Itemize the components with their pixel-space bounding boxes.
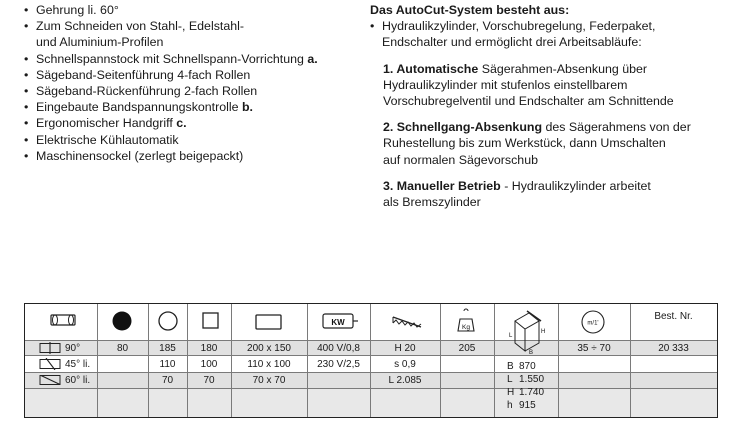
weight-icon (455, 308, 477, 334)
feature-ref: a. (307, 51, 318, 66)
spec-cell: 185 (159, 343, 176, 354)
dim-row (507, 373, 544, 386)
bullet-dot-icon: • (24, 116, 29, 131)
dim-value: 915 (519, 400, 536, 411)
feature-item (24, 67, 354, 83)
feature-text: Maschinensockel (zerlegt beigepackt) (36, 148, 244, 163)
dim-key: L (507, 374, 513, 385)
mode-text: als Bremszylinder (383, 195, 481, 210)
mode-text: des Sägerahmens von der (542, 120, 691, 135)
mode-text: - Hydraulikzylinder arbeitet (500, 178, 651, 193)
mode-text: auf normalen Sägevorschub (383, 152, 538, 167)
feature-text: Zum Schneiden von Stahl-, Edelstahl- (36, 19, 244, 34)
row-angle-label: 90° (65, 343, 81, 354)
dim-value: 870 (519, 361, 536, 372)
spec-cell: 180 (200, 343, 218, 354)
spec-cell: 400 V/0,8 (317, 343, 360, 354)
spec-cell: 80 (116, 343, 129, 354)
spec-cell: s 0,9 (394, 359, 416, 370)
spec-cell: 100 (200, 359, 218, 370)
bullet-dot-icon: • (24, 84, 29, 99)
spec-cell: L 2.085 (388, 375, 422, 386)
solid-round-icon (111, 310, 133, 332)
mode-heading: 2. Schnellgang-Absenkung (383, 120, 543, 135)
feature-item (24, 148, 354, 164)
feature-bullets (24, 2, 354, 164)
row-divider (25, 355, 717, 356)
spec-cell: 35 ÷ 70 (577, 343, 611, 354)
feature-text: Ergonomischer Handgriff (36, 116, 177, 131)
col-divider (440, 304, 441, 417)
bestnr-header: Best. Nr. (654, 311, 693, 322)
bullet-dot-icon: • (370, 19, 375, 34)
square-profile-icon (201, 311, 221, 331)
spec-cell: 70 x 70 (252, 375, 286, 386)
feature-text: Sägeband-Seitenführung 4-fach Rollen (36, 67, 251, 82)
bullet-dot-icon: • (24, 67, 29, 82)
saw-blade-icon (391, 311, 423, 333)
mode-text: Hydraulikzylinder mit stufenlos einstellbarem (383, 77, 628, 92)
feature-text: Gehrung li. 60° (36, 3, 119, 17)
row-divider (25, 340, 717, 341)
kg-label: Kg (462, 324, 470, 331)
row-angle-label: 60° li. (65, 375, 91, 386)
machine-dimensions (507, 360, 544, 412)
spec-cell: 110 x 100 (247, 359, 291, 370)
dim-value: 1.740 (519, 387, 545, 398)
spec-cell: 205 (458, 343, 476, 354)
mode-text: Vorschubregelventil und Endschalter am Schnittende (383, 94, 674, 109)
bullet-dot-icon: • (24, 132, 29, 147)
feature-text: Elektrische Kühlautomatik (36, 132, 179, 147)
spec-cell: 230 V/2,5 (317, 359, 360, 370)
dim-value: 1.550 (519, 374, 545, 385)
row-angle-label: 45° li. (65, 359, 91, 370)
bullet-dot-icon: • (24, 3, 29, 17)
spec-table (24, 303, 718, 418)
dim-row (507, 399, 544, 412)
profile-bar-icon (49, 312, 77, 328)
autocut-title: Das AutoCut-System besteht aus: (370, 3, 570, 17)
dim-key: H (507, 387, 515, 398)
spec-cell: H 20 (394, 343, 416, 354)
machine-dimensions-icon (505, 307, 547, 355)
feature-text: und Aluminium-Profilen (36, 35, 164, 50)
mode-fast (370, 119, 715, 168)
col-divider (494, 304, 495, 417)
dim-b-label: B (529, 350, 534, 355)
autocut-bullet (370, 18, 715, 50)
feature-item (24, 2, 354, 18)
mode-heading: 1. Automatische (383, 61, 479, 76)
bullet-dot-icon: • (24, 51, 29, 66)
tube-round-icon (157, 310, 179, 332)
row-divider (25, 388, 717, 389)
feature-text: Eingebaute Bandspannungskontrolle (36, 100, 242, 115)
feature-text: Sägeband-Rückenführung 2-fach Rollen (36, 84, 258, 99)
mode-text: Ruhestellung bis zum Werkstück, dann Umschalten (383, 136, 666, 151)
spec-cell: 70 (161, 375, 174, 386)
spec-cell: 20 333 (658, 343, 689, 354)
spec-cell: 200 x 150 (247, 343, 291, 354)
motor-icon (321, 311, 359, 331)
mode-manual (370, 178, 715, 210)
feature-ref: b. (241, 100, 253, 115)
autocut-bullet-line-2: Endschalter und ermöglicht drei Arbeitsabläufe: (382, 35, 642, 50)
autocut-section (370, 2, 715, 210)
dim-key: B (507, 361, 514, 372)
feature-ref: c. (176, 116, 187, 131)
angle-90-icon (39, 342, 63, 354)
feature-text: Schnellspannstock mit Schnellspann-Vorrichtung (36, 51, 308, 66)
spec-cell: 70 (203, 375, 215, 386)
feature-list (24, 2, 354, 164)
bullet-dot-icon: • (24, 100, 29, 115)
dim-row (507, 360, 544, 373)
dim-h-label: H (541, 329, 546, 335)
angle-60-icon (39, 374, 63, 386)
angle-45-icon (39, 358, 63, 370)
dim-key: h (507, 400, 513, 411)
col-divider (558, 304, 559, 417)
autocut-bullet-line-1: Hydraulikzylinder, Vorschubregelung, Federpaket, (382, 19, 656, 34)
feature-item (24, 83, 354, 99)
row-divider (25, 372, 717, 373)
speed-label: m/1' (587, 320, 599, 327)
kw-label: KW (331, 318, 345, 327)
feature-item (24, 99, 354, 115)
feature-item (24, 34, 354, 50)
row-band (25, 388, 717, 417)
mode-text: Sägerahmen-Absenkung über (478, 61, 648, 76)
rect-profile-icon (254, 313, 284, 331)
col-divider (97, 304, 98, 417)
feature-item (24, 132, 354, 148)
feature-item (24, 51, 354, 67)
feature-item (24, 115, 354, 131)
bullet-dot-icon: • (24, 148, 29, 163)
mode-heading: 3. Manueller Betrieb (383, 178, 501, 193)
bullet-dot-icon: • (24, 19, 29, 34)
speed-gauge-icon (578, 309, 608, 335)
dim-row (507, 386, 544, 399)
feature-item (24, 18, 354, 34)
spec-cell: 110 (159, 359, 176, 370)
mode-automatic (370, 61, 715, 110)
dim-l-label: L (509, 333, 513, 339)
